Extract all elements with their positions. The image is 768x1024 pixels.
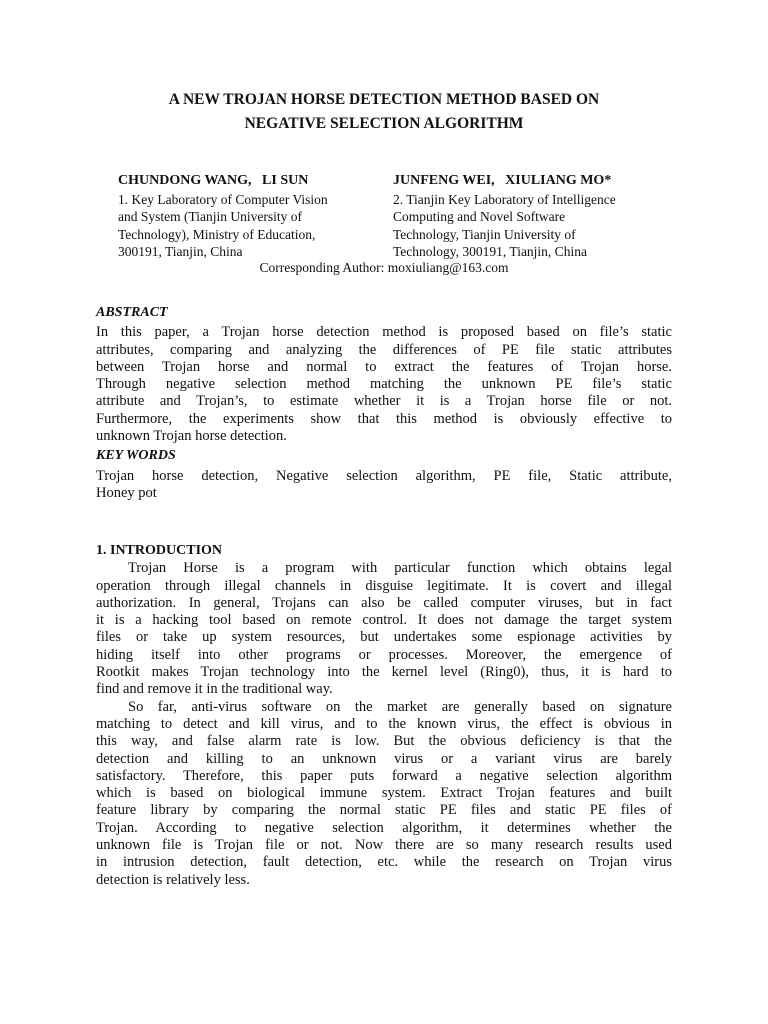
abstract-line: attributes, comparing and analyzing the differences of PE file static attributes bbox=[96, 341, 672, 358]
abstract-line: In this paper, a Trojan horse detection method is proposed based on file’s static bbox=[96, 324, 672, 341]
intro-line: this way, and false alarm rate is low. But the obvious deficiency is that the bbox=[96, 733, 672, 750]
abstract-line: unknown Trojan horse detection. bbox=[96, 428, 287, 445]
intro-line: Rootkit makes Trojan technology into the kernel level (Ring0), thus, it is hard to bbox=[96, 664, 672, 681]
paper-title bbox=[96, 88, 672, 136]
affiliation-line: and System (Tianjin University of bbox=[118, 209, 302, 224]
intro-line: find and remove it in the traditional way. bbox=[96, 681, 333, 698]
abstract-heading: ABSTRACT bbox=[96, 305, 168, 320]
intro-line: Trojan. According to negative selection algorithm, it determines whether the bbox=[96, 819, 672, 836]
intro-line: feature library by comparing the normal static PE files and static PE files of bbox=[96, 802, 672, 819]
introduction-section bbox=[96, 542, 672, 889]
author-block-left bbox=[118, 172, 386, 261]
abstract-line: Furthermore, the experiments show that this method is obviously effective to bbox=[96, 410, 672, 427]
title-line: A NEW TROJAN HORSE DETECTION METHOD BASED ON bbox=[168, 91, 600, 108]
affiliation-line: Technology, 300191, Tianjin, China bbox=[393, 244, 587, 259]
intro-line: satisfactory. Therefore, this paper puts forward a negative selection algorithm bbox=[96, 767, 672, 784]
abstract-line: Through negative selection method matching the unknown PE file’s static bbox=[96, 376, 672, 393]
intro-line: files or take up system resources, but undertakes some espionage activities by bbox=[96, 629, 672, 646]
intro-line: operation through illegal channels in disguise legitimate. It is covert and illegal bbox=[96, 577, 672, 594]
affiliation-line: 1. Key Laboratory of Computer Vision bbox=[118, 191, 328, 207]
intro-line: which is based on biological immune system. Extract Trojan features and built bbox=[96, 785, 672, 802]
affiliation-line: 300191, Tianjin, China bbox=[118, 244, 243, 259]
title-line: NEGATIVE SELECTION ALGORITHM bbox=[244, 115, 524, 132]
author-block-right bbox=[393, 172, 678, 261]
affiliation-line: Computing and Novel Software bbox=[393, 209, 566, 224]
intro-line: Trojan Horse is a program with particular function which obtains legal bbox=[128, 560, 672, 577]
intro-line: matching to detect and kill virus, and to the known virus, the effect is obvious in bbox=[96, 715, 672, 732]
intro-line: detection is relatively less. bbox=[96, 871, 250, 888]
intro-line: in intrusion detection, fault detection, etc. while the research on Trojan virus bbox=[96, 854, 672, 871]
intro-line: So far, anti-virus software on the market are generally based on signature bbox=[128, 698, 672, 715]
keywords-line: Honey pot bbox=[96, 484, 157, 501]
intro-line: authorization. In general, Trojans can also be called computer viruses, but in fact bbox=[96, 594, 672, 611]
abstract-line: between Trojan horse and normal to extract the features of Trojan horse. bbox=[96, 358, 672, 375]
abstract-section bbox=[96, 304, 672, 502]
introduction-heading: 1. INTRODUCTION bbox=[96, 543, 223, 558]
author-names-right: JUNFENG WEI, XIULIANG MO* bbox=[393, 173, 612, 188]
keywords-line: Trojan horse detection, Negative selection algorithm, PE file, Static attribute, bbox=[96, 467, 672, 484]
abstract-line: attribute and Trojan’s, to estimate whether it is a Trojan horse file or not. bbox=[96, 393, 672, 410]
intro-line: unknown file is Trojan file or not. Now there are so many research results used bbox=[96, 837, 672, 854]
author-names-left: CHUNDONG WANG, LI SUN bbox=[118, 173, 309, 188]
affiliation-line: Technology, Tianjin University of bbox=[393, 226, 576, 242]
corresponding-author: Corresponding Author: moxiuliang@163.com bbox=[259, 260, 509, 275]
affiliation-line: 2. Tianjin Key Laboratory of Intelligence bbox=[393, 191, 616, 207]
affiliation-line: Technology), Ministry of Education, bbox=[118, 226, 316, 242]
keywords-heading: KEY WORDS bbox=[96, 448, 176, 464]
intro-line: hiding itself into other programs or processes. Moreover, the emergence of bbox=[96, 646, 672, 663]
intro-line: detection and killing to an unknown virus or a variant virus are barely bbox=[96, 750, 672, 767]
intro-line: it is a hacking tool based on remote control. It does not damage the target system bbox=[96, 612, 672, 629]
